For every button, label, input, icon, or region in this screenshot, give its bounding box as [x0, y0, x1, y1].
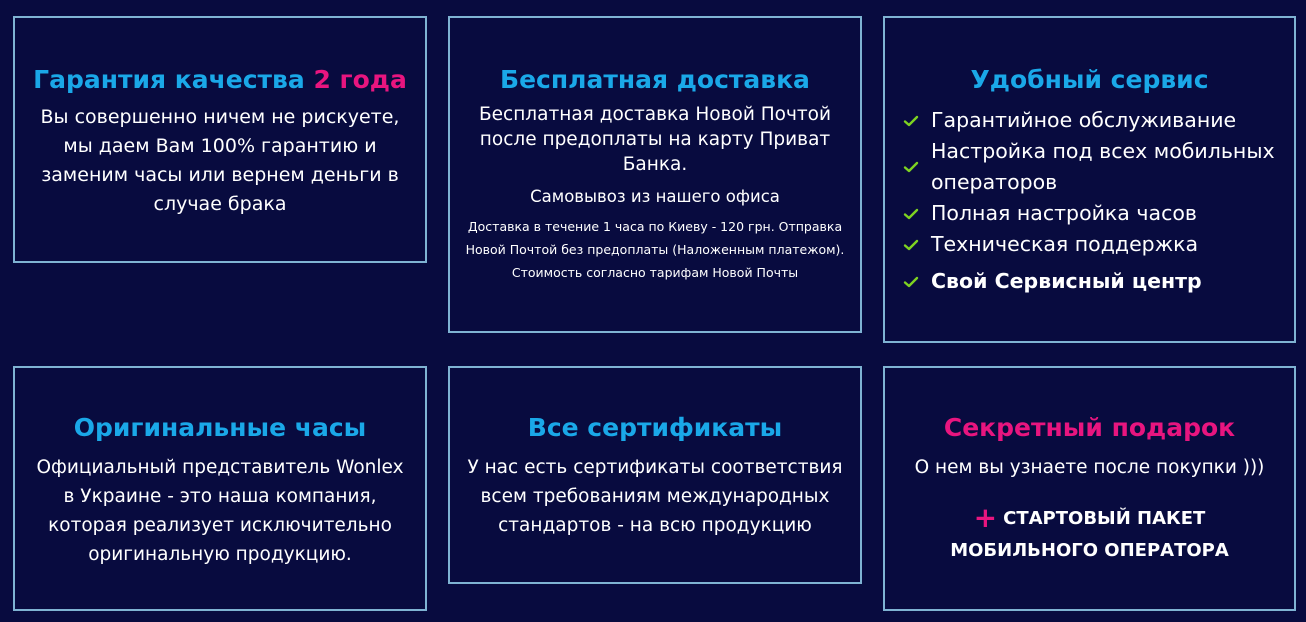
card-description: Бесплатная доставка Новой Почтой после предоплаты на карту Приват Банка. — [478, 104, 832, 175]
list-item — [903, 266, 1294, 297]
card-description: Официальный представитель Wonlex в Украине - это наша компания, которая реализует исключительно оригинальную продукцию. — [36, 457, 404, 565]
service-list — [885, 105, 1294, 297]
check-icon — [903, 159, 919, 175]
title-accent: 2 года — [313, 65, 407, 94]
list-item-label: Полная настройка часов — [931, 201, 1197, 225]
check-icon — [903, 206, 919, 222]
list-item-label: Гарантийное обслуживание — [931, 108, 1237, 132]
check-icon — [903, 274, 919, 290]
pack-line-1: СТАРТОВЫЙ ПАКЕТ — [1003, 508, 1206, 529]
card-free-delivery — [448, 16, 862, 333]
card-title: Бесплатная доставка — [500, 65, 810, 94]
list-item-label: Настройка под всех мобильных операторов — [931, 139, 1275, 194]
card-description: Вы совершенно ничем не рискуете, мы даем Вам 100% гарантию и заменим часы или вернем деньги в случае брака — [40, 106, 400, 215]
card-title: Удобный сервис — [970, 65, 1209, 94]
list-item — [903, 136, 1294, 198]
card-title — [15, 65, 425, 95]
card-description: О нем вы узнаете после покупки ))) — [914, 457, 1265, 478]
check-icon — [903, 113, 919, 129]
pack-line-2: МОБИЛЬНОГО ОПЕРАТОРА — [950, 540, 1229, 561]
title-text: Гарантия качества — [33, 65, 305, 94]
list-item — [903, 229, 1294, 260]
card-original-watches — [13, 366, 427, 611]
card-description: У нас есть сертификаты соответствия всем требованиям международных стандартов - на всю продукцию — [467, 457, 843, 536]
delivery-details: Доставка в течение 1 часа по Киеву - 120 грн. Отправка Новой Почтой без предоплаты (Наложенным платежом). Стоимость согласно тарифам Новой Почты — [465, 219, 845, 280]
list-item-label: Техническая поддержка — [931, 232, 1199, 256]
card-certificates — [448, 366, 862, 584]
card-secret-gift — [883, 366, 1296, 611]
check-icon — [903, 237, 919, 253]
list-item-label: Свой Сервисный центр — [931, 269, 1202, 293]
card-title: Оригинальные часы — [73, 413, 367, 442]
card-title: Все сертификаты — [527, 413, 783, 442]
card-title: Секретный подарок — [943, 413, 1236, 442]
card-quality-guarantee — [13, 16, 427, 263]
list-item — [903, 105, 1294, 136]
list-item — [903, 198, 1294, 229]
pickup-text: Самовывоз из нашего офиса — [530, 187, 780, 206]
card-convenient-service — [883, 16, 1296, 343]
starter-pack-label — [885, 502, 1294, 567]
plus-icon: + — [973, 501, 998, 534]
